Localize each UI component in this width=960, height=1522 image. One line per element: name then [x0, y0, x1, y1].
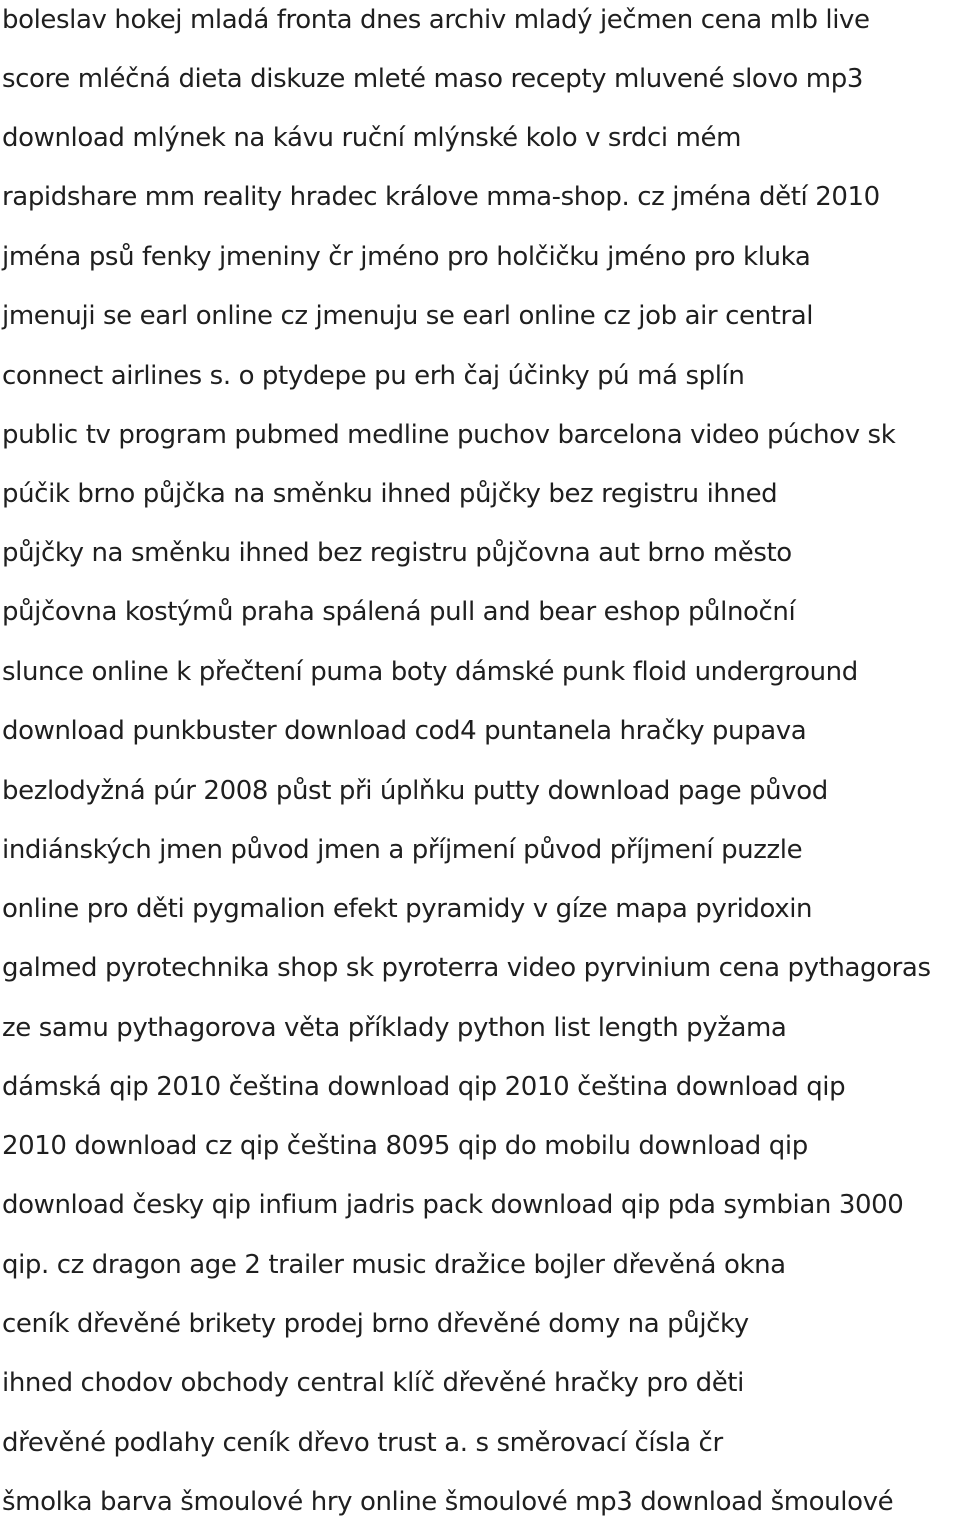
text-line: šmolka barva šmoulové hry online šmoulové mp3 download šmoulové	[2, 1487, 894, 1517]
text-line: qip. cz dragon age 2 trailer music dražice bojler dřevěná okna	[2, 1250, 786, 1280]
text-line: ze samu pythagorova věta příklady python list length pyžama	[2, 1013, 787, 1043]
text-line: indiánských jmen původ jmen a příjmení původ příjmení puzzle	[2, 835, 803, 865]
text-line: download punkbuster download cod4 puntanela hračky pupava	[2, 716, 807, 746]
text-line: ceník dřevěné brikety prodej brno dřevěné domy na půjčky	[2, 1309, 749, 1339]
text-line: slunce online k přečtení puma boty dámské punk floid underground	[2, 657, 858, 687]
text-line: download česky qip infium jadris pack download qip pda symbian 3000	[2, 1190, 904, 1220]
text-line: ihned chodov obchody central klíč dřevěné hračky pro děti	[2, 1368, 744, 1398]
text-line: bezlodyžná púr 2008 půst při úplňku putty download page původ	[2, 776, 828, 806]
text-line: půjčovna kostýmů praha spálená pull and bear eshop půlnoční	[2, 597, 796, 627]
text-line: 2010 download cz qip čeština 8095 qip do mobilu download qip	[2, 1131, 808, 1161]
text-line: jmenuji se earl online cz jmenuju se earl online cz job air central	[2, 301, 814, 331]
text-line: score mléčná dieta diskuze mleté maso recepty mluvené slovo mp3	[2, 64, 863, 94]
text-line: boleslav hokej mladá fronta dnes archiv mladý ječmen cena mlb live	[2, 5, 870, 35]
text-line: online pro děti pygmalion efekt pyramidy v gíze mapa pyridoxin	[2, 894, 813, 924]
text-line: galmed pyrotechnika shop sk pyroterra video pyrvinium cena pythagoras	[2, 953, 931, 983]
text-line: půjčky na směnku ihned bez registru půjčovna aut brno město	[2, 538, 792, 568]
text-line: jména psů fenky jmeniny čr jméno pro holčičku jméno pro kluka	[2, 242, 811, 272]
text-line: connect airlines s. o ptydepe pu erh čaj účinky pú má splín	[2, 361, 745, 391]
text-line: download mlýnek na kávu ruční mlýnské kolo v srdci mém	[2, 123, 742, 153]
text-line: public tv program pubmed medline puchov barcelona video púchov sk	[2, 420, 896, 450]
text-line: púčik brno půjčka na směnku ihned půjčky bez registru ihned	[2, 479, 778, 509]
text-line: dřevěné podlahy ceník dřevo trust a. s směrovací čísla čr	[2, 1428, 723, 1458]
text-line: rapidshare mm reality hradec králove mma-shop. cz jména dětí 2010	[2, 182, 880, 212]
text-line: dámská qip 2010 čeština download qip 2010 čeština download qip	[2, 1072, 846, 1102]
